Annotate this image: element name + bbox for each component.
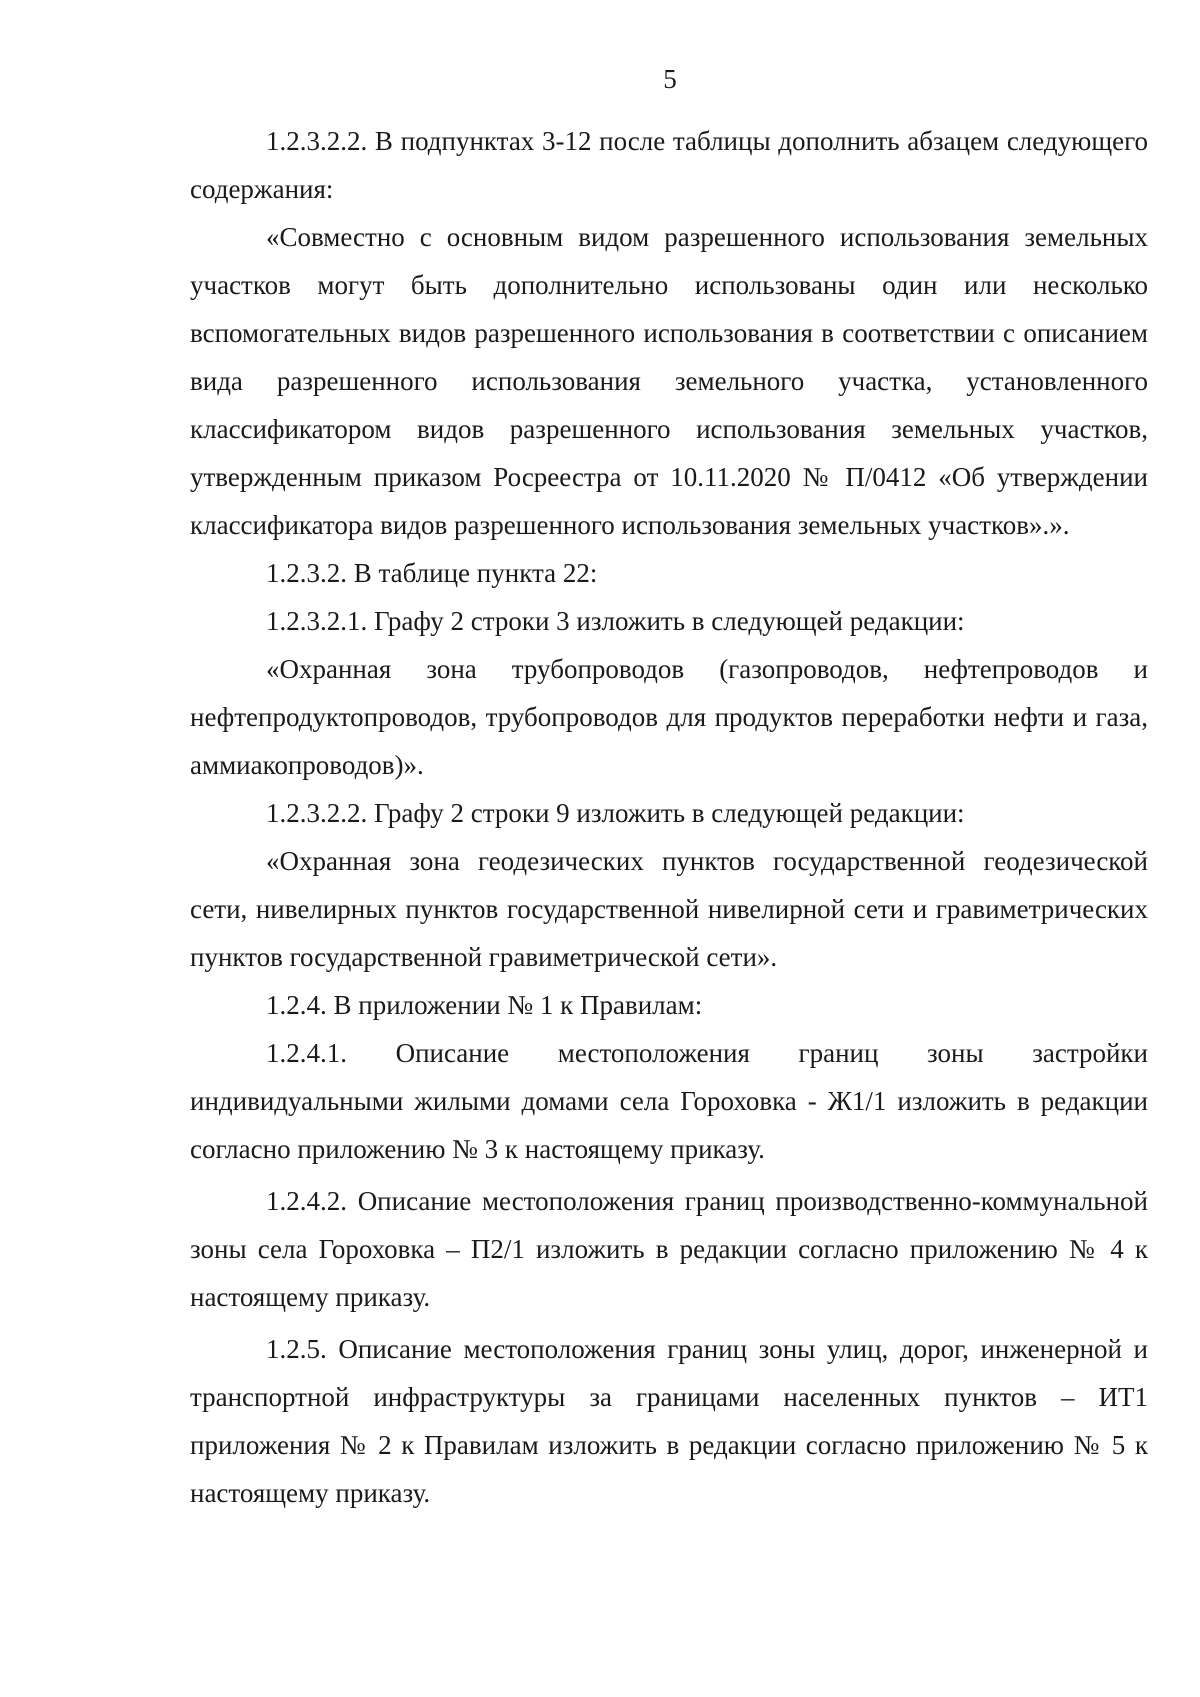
paragraph-1-2-3-2: 1.2.3.2. В таблице пункта 22:	[266, 558, 598, 588]
document-body	[190, 117, 1148, 1517]
paragraph-1-2-4: 1.2.4. В приложении № 1 к Правилам:	[266, 990, 703, 1020]
paragraph-1-2-3-2-2-intro: 1.2.3.2.2. В подпунктах 3-12 после таблицы дополнить абзацем следующего содержания:	[190, 126, 1148, 204]
paragraph-1-2-4-2: 1.2.4.2. Описание местоположения границ производственно-коммунальной зоны села Гороховка – П2/1 изложить в редакции согласно приложению № 4 к настоящему приказу.	[190, 1186, 1148, 1312]
paragraph-quoted-geodetic-zone: «Охранная зона геодезических пунктов государственной геодезической сети, нивелирных пунктов государственной нивелирной сети и гравиметрических пунктов государственной гравиметрической сети».	[190, 846, 1148, 972]
page-number: 5	[663, 64, 677, 94]
paragraph-1-2-3-2-1: 1.2.3.2.1. Графу 2 строки 3 изложить в следующей редакции:	[266, 606, 965, 636]
paragraph-1-2-4-1: 1.2.4.1. Описание местоположения границ зоны застройки индивидуальными жилыми домами села Гороховка - Ж1/1 изложить в редакции согласно приложению № 3 к настоящему приказу.	[190, 1038, 1148, 1164]
paragraph-1-2-3-2-2-row9: 1.2.3.2.2. Графу 2 строки 9 изложить в следующей редакции:	[266, 798, 965, 828]
paragraph-quoted-pipeline-zone: «Охранная зона трубопроводов (газопроводов, нефтепроводов и нефтепродуктопроводов, трубопроводов для продуктов переработки нефти и газа, аммиакопроводов)».	[190, 654, 1148, 780]
paragraph-quoted-addition: «Совместно с основным видом разрешенного использования земельных участков могут быть дополнительно использованы один или несколько вспомогательных видов разрешенного использования в соответствии с описанием вида разрешенного использования земельного участка, установленного классификатором видов разрешенного использования земельных участков, утвержденным приказом Росреестра от 10.11.2020 № П/0412 «Об утверждении классификатора видов разрешенного использования земельных участков».».	[190, 222, 1148, 540]
paragraph-1-2-5: 1.2.5. Описание местоположения границ зоны улиц, дорог, инженерной и транспортной инфраструктуры за границами населенных пунктов – ИТ1 приложения № 2 к Правилам изложить в редакции согласно приложению № 5 к настоящему приказу.	[190, 1334, 1148, 1508]
